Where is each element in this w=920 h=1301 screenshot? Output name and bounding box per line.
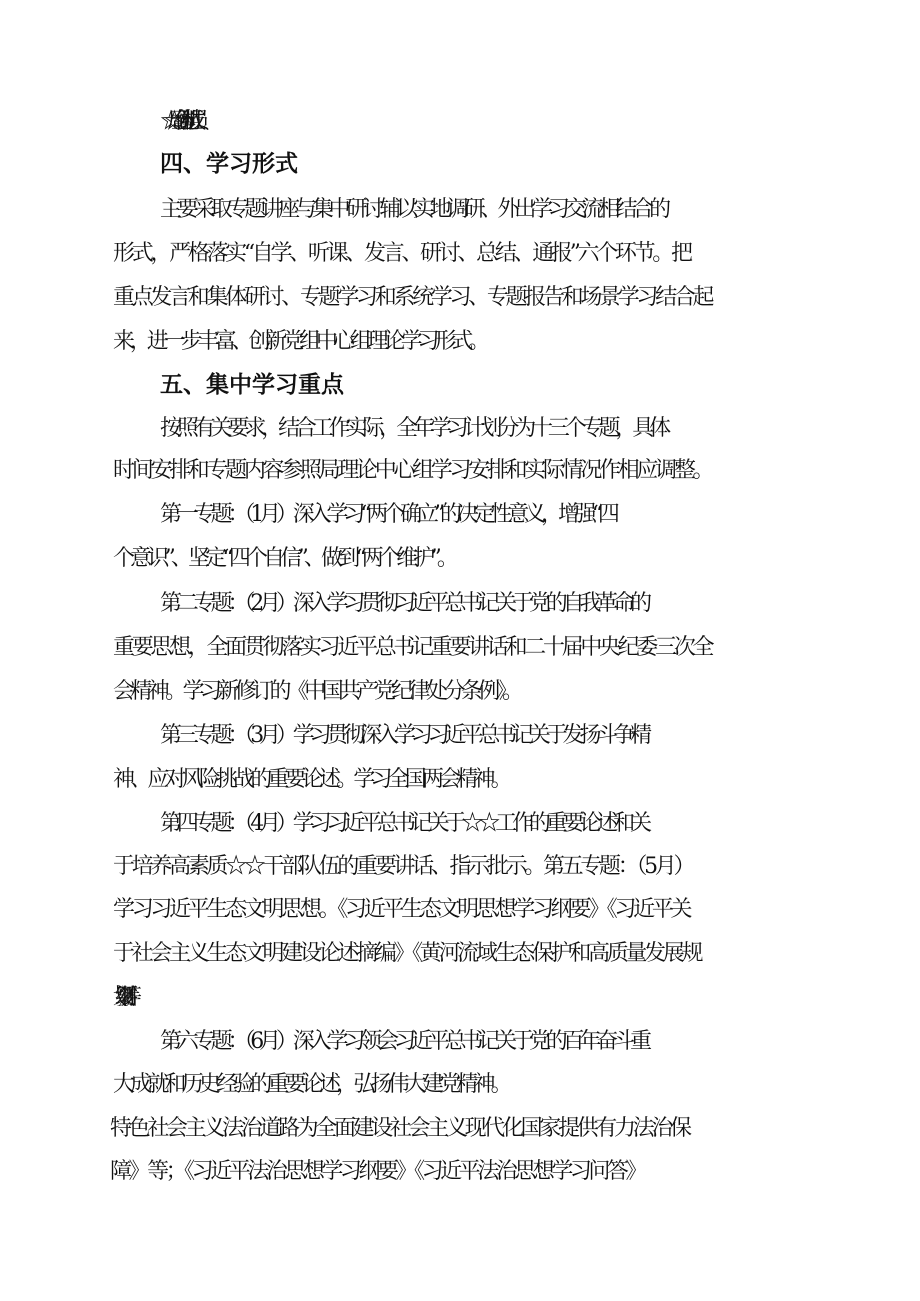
paragraph-line: 个意识”、坚定“四个自信”、做到“两个维护”。: [113, 546, 455, 571]
paragraph-line: 于培养高素质☆☆干部队伍的重要讲话、指示批示。第五专题：（5月）: [113, 854, 693, 879]
section-heading-study-focus: 五、集中学习重点: [160, 372, 344, 398]
paragraph-line: 时间安排和专题内容参照局理论中心组学习安排和实际情况作相应调整。: [113, 458, 712, 483]
paragraph-line: 第六专题：（6月）深入学习领会习近平总书记关于党的百年奋斗重: [160, 1029, 647, 1054]
paragraph-line: 第三专题：（3月）学习贯彻深入学习习近平总书记关于发扬斗争精: [160, 723, 647, 748]
paragraph-line: 第一专题：（1月）深入学习“两个确立”的决定性意义，增强“四: [160, 502, 615, 527]
paragraph-line: 神、应对风险挑战的重要论述。学习全国两会精神。: [113, 767, 508, 792]
paragraph-line: 障》等；《习近平法治思想学习纲要》《习近平法治思想学习问答》: [110, 1159, 645, 1184]
section-heading-study-format: 四、学习形式: [160, 151, 298, 177]
paragraph-line: 主要采取专题讲座与集中研讨辅以实地调研、外出学习交流相结合的: [160, 197, 667, 222]
paragraph-line: 大成就和历史经验的重要论述，弘扬伟大建党精神。: [113, 1072, 508, 1097]
paragraph-line: 于社会主义生态文明建设论述摘编》《黄河流域生态保护和高质量发展规: [113, 941, 701, 966]
paragraph-line: 重点发言和集体研讨、专题学习和系统学习、专题报告和场景学习结合起: [113, 285, 712, 310]
paragraph-line: 学习习近平生态文明思想。《习近平生态文明思想学习纲要》《习近平关: [113, 897, 690, 922]
paragraph-line: 划纲要》等。: [113, 985, 124, 1010]
paragraph-line: 第二专题：（2月）深入学习贯彻习近平总书记关于党的自我革命的: [160, 591, 647, 616]
paragraph-line: 特色社会主义法治道路为全面建设社会主义现代化国家提供有力法治保: [110, 1116, 689, 1141]
paragraph-line: 来，进一步丰富、创新党组中心组理论学习形式。: [113, 329, 486, 354]
paragraph-line: 会精神。学习新修订的《中国共产党纪律处分条例》。: [113, 679, 520, 704]
attendee-line: ☆☆局全体党组成员: [160, 109, 192, 134]
paragraph-line: 按照有关要求，结合工作实际，全年学习计划分为十三个专题，具体: [160, 416, 667, 441]
paragraph-line: 第四专题：（4月）学习习近平总书记关于☆☆工作的重要论述和关: [160, 811, 647, 836]
paragraph-line: 形式，严格落实“自学、听课、发言、研讨、总结、通报”六个环节。把: [113, 241, 690, 266]
paragraph-line: 重要思想，全面贯彻落实习近平总书记重要讲话和二十届中央纪委三次全: [113, 635, 712, 660]
